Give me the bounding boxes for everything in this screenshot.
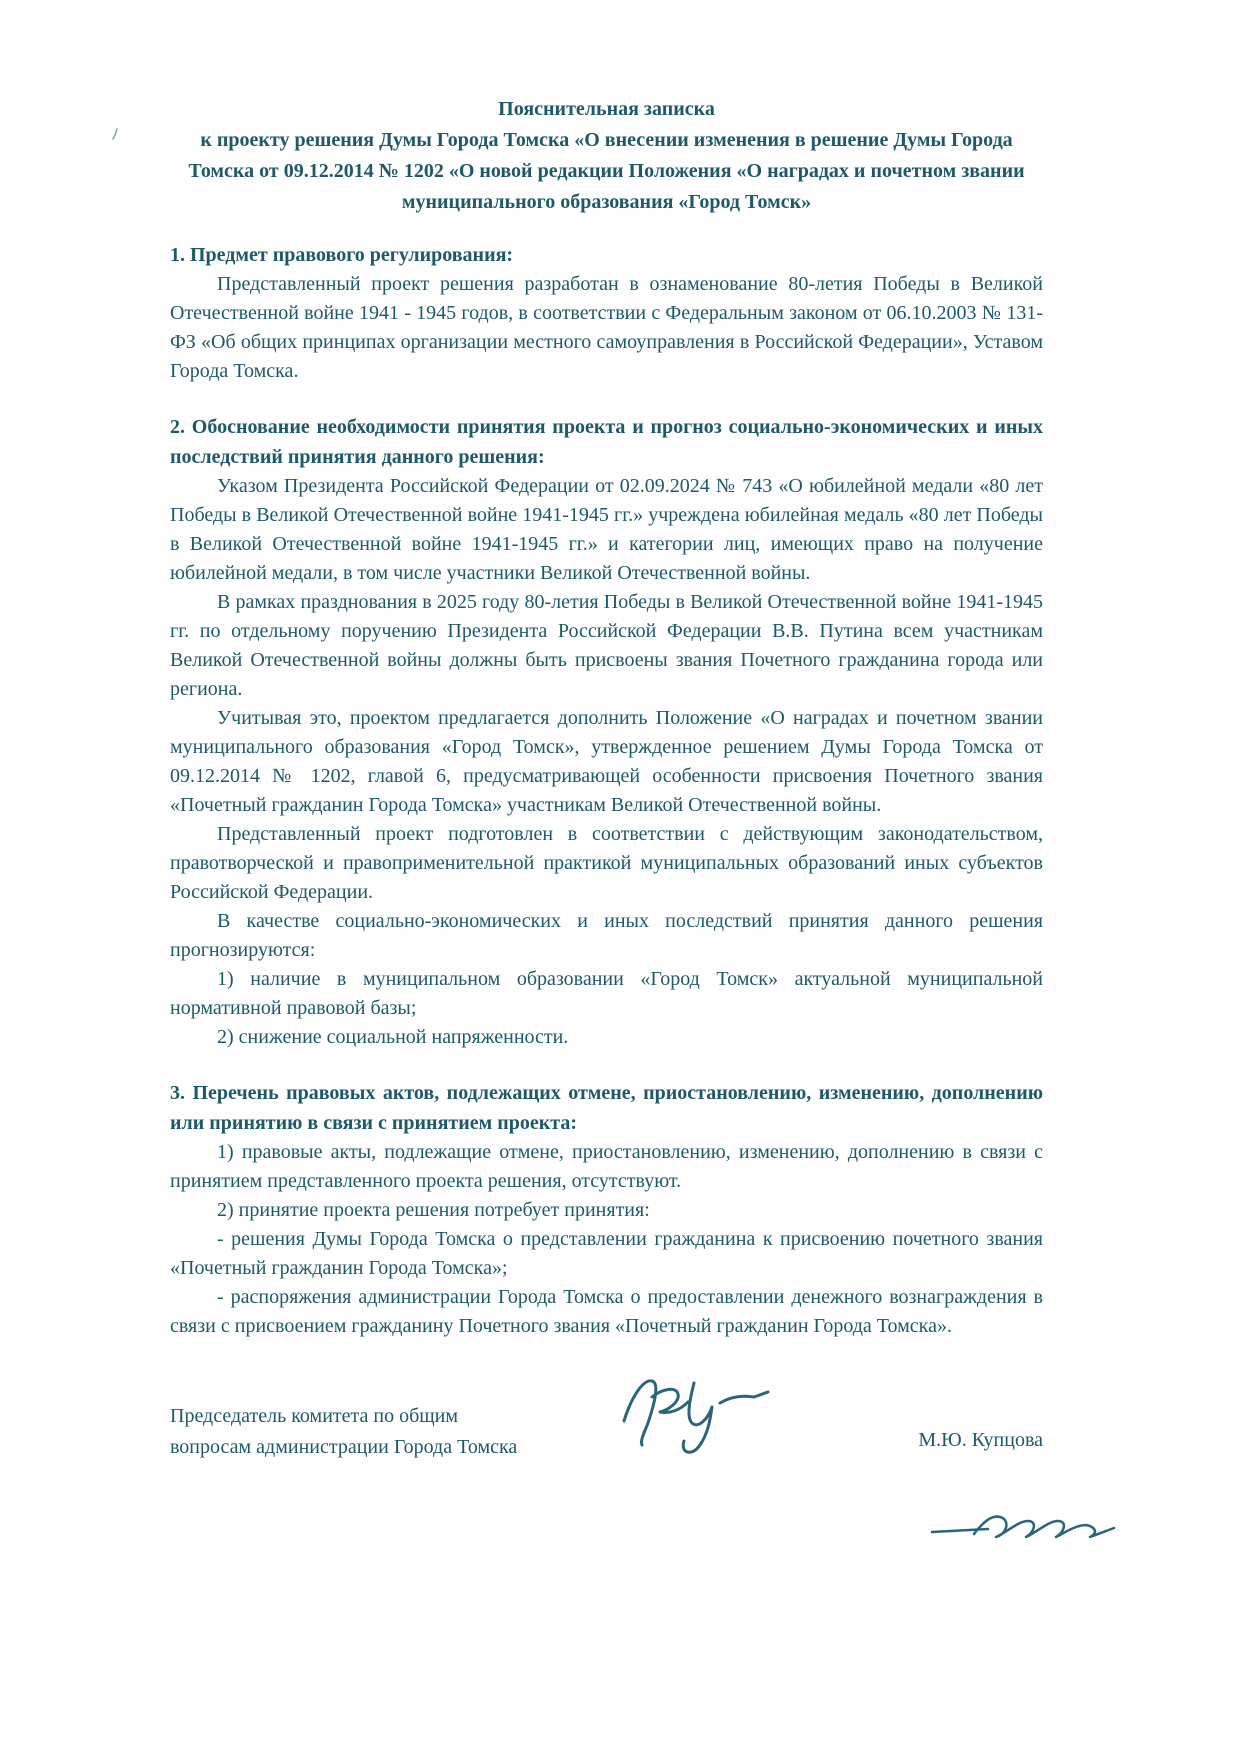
signatory-title-line-2: вопросам администрации Города Томска — [170, 1436, 518, 1458]
section-3-paragraph-1: 1) правовые акты, подлежащие отмене, приостановлению, изменению, дополнению в связи с принятием представленного проекта решения, отсутствуют. — [170, 1141, 1043, 1192]
section-2-paragraph-3: Учитывая это, проектом предлагается дополнить Положение «О наградах и почетном звании муниципального образования «Город Томск», утвержденное решением Думы Города Томска от 09.12.2014 № 1202, главой 6, предусматривающей особенности присвоения Почетного звания «Почетный гражданин Города Томска» участникам Великой Отечественной войны. — [170, 707, 1043, 816]
section-2-paragraph-5: В качестве социально-экономических и иных последствий принятия данного решения прогнозируются: — [170, 910, 1043, 961]
section-2-paragraph-4: Представленный проект подготовлен в соответствии с действующим законодательством, правотворческой и правоприменительной практикой муниципальных образований иных субъектов Российской Федерации. — [170, 823, 1043, 903]
section-1-paragraph-1: Представленный проект решения разработан в ознаменование 80-летия Победы в Великой Отечественной войне 1941 - 1945 годов, в соответствии с Федеральным законом от 06.10.2003 № 131-ФЗ «Об общих принципах организации местного самоуправления в Российской Федерации», Уставом Города Томска. — [170, 273, 1043, 382]
signature-block — [170, 1401, 1043, 1469]
signature-autograph-icon — [616, 1369, 816, 1469]
scan-artifact-mark — [112, 128, 120, 140]
section-2-paragraph-2: В рамках празднования в 2025 году 80-летия Победы в Великой Отечественной войне 1941-1945 гг. по отдельному поручению Президента Российской Федерации В.В. Путина всем участникам Великой Отечественной войны должны быть присвоены звания Почетного гражданина города или региона. — [170, 591, 1043, 700]
section-1-heading: 1. Предмет правового регулирования: — [170, 244, 514, 266]
section-3-paragraph-2: 2) принятие проекта решения потребует принятия: — [217, 1199, 650, 1221]
title-subtitle: к проекту решения Думы Города Томска «О внесении изменения в решение Думы Города Томска от 09.12.2014 № 1202 «О новой редакции Положения «О наградах и почетном звании муниципального образования «Город Томск» — [188, 129, 1025, 213]
section-2-paragraph-1: Указом Президента Российской Федерации от 02.09.2024 № 743 «О юбилейной медали «80 лет Победы в Великой Отечественной войне 1941-1945 гг.» учреждена юбилейная медаль «80 лет Победы в Великой Отечественной войне 1941-1945 гг.» и категории лиц, имеющих право на получение юбилейной медали, в том числе участники Великой Отечественной войны. — [170, 475, 1043, 584]
section-2-list-item-1: 1) наличие в муниципальном образовании «Город Томск» актуальной муниципальной нормативной правовой базы; — [170, 968, 1043, 1019]
document-body — [170, 94, 1043, 1469]
section-3-list-item-2: - распоряжения администрации Города Томска о предоставлении денежного вознаграждения в связи с присвоением гражданину Почетного звания «Почетный гражданин Города Томска». — [170, 1286, 1043, 1337]
handwritten-scribble-icon — [928, 1502, 1118, 1554]
section-3-list-item-1: - решения Думы Города Томска о представлении гражданина к присвоению почетного звания «Почетный гражданин Города Томска»; — [170, 1228, 1043, 1279]
section-3-heading: 3. Перечень правовых актов, подлежащих отмене, приостановлению, изменению, дополнению или принятию в связи с принятием проекта: — [170, 1082, 1043, 1134]
section-2-heading: 2. Обоснование необходимости принятия проекта и прогноз социально-экономических и иных последствий принятия данного решения: — [170, 416, 1043, 468]
signatory-title — [170, 1401, 616, 1469]
document-title — [170, 94, 1043, 218]
title-line-main: Пояснительная записка — [498, 98, 715, 120]
signatory-title-line-1: Председатель комитета по общим — [170, 1405, 459, 1427]
section-2-list-item-2: 2) снижение социальной напряженности. — [217, 1026, 569, 1048]
signatory-name: М.Ю. Купцова — [918, 1429, 1043, 1451]
